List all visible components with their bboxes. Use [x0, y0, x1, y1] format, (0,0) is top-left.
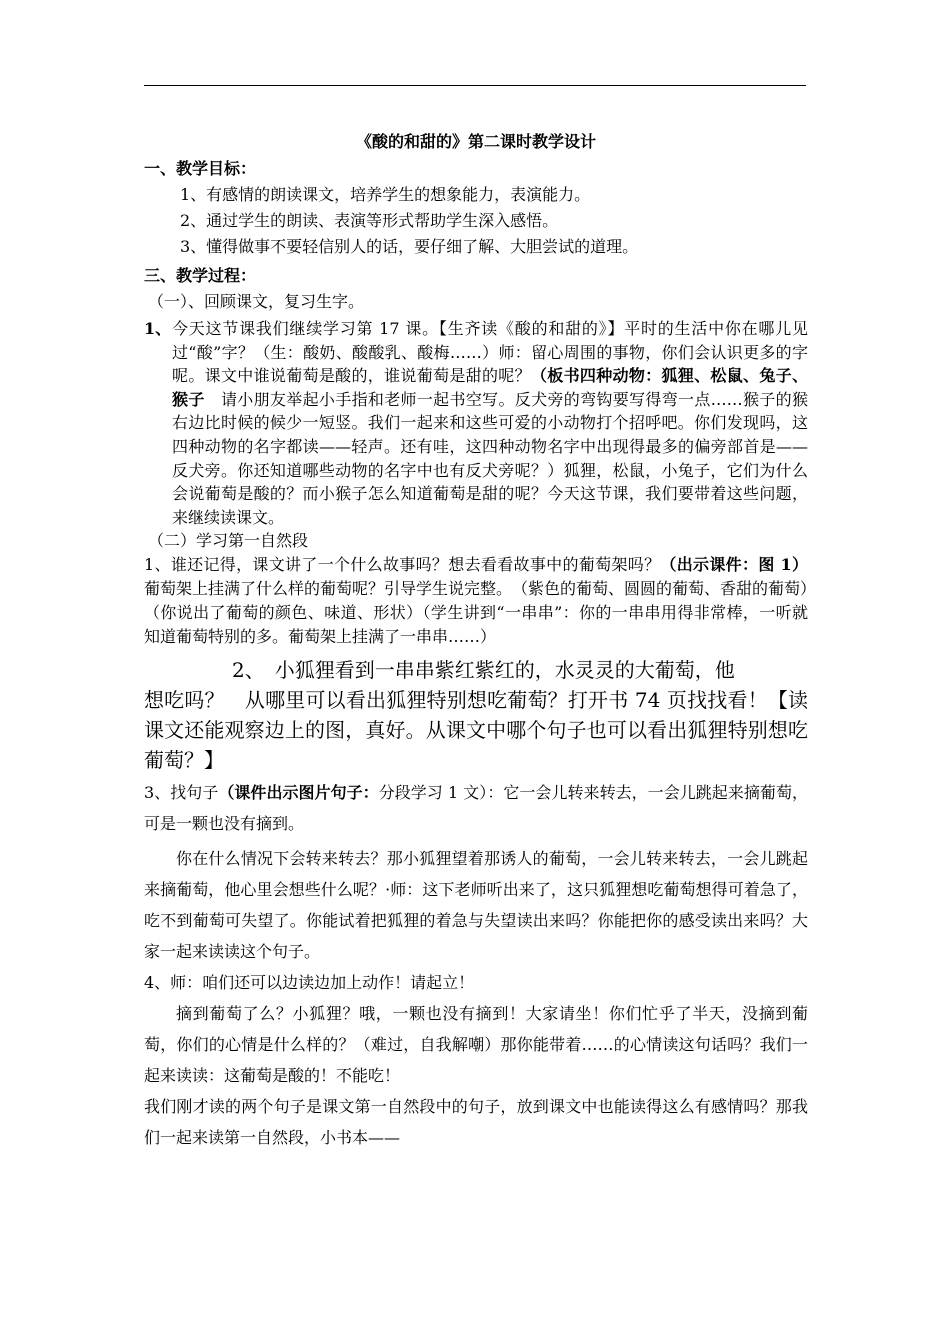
process-item-6: 4、师：咱们还可以边读边加上动作！请起立！	[144, 973, 475, 993]
part1-heading: （一）、回顾课文，复习生字。	[148, 292, 365, 311]
process-item-5: 你在什么情况下会转来转去？那小狐狸望着那诱人的葡萄，一会儿转来转去，一会儿跳起来摘葡萄，他心里会想些什么呢？·师：这下老师听出来了，这只狐狸想吃葡萄想得可着急了，吃不到葡萄可失望了。你能试着把狐狸的着急与失望读出来吗？你能把你的感受读出来吗？大家一起来读读这个句子。	[144, 849, 808, 962]
process-item-2-text-b: 葡萄架上挂满了什么样的葡萄呢？引导学生说完整。 （紫色的葡萄、圆圆的葡萄、香甜的葡萄）（你说出了葡萄的颜色、味道、形状）（学生讲到“一串串”：你的一串串用得非常棒，一听就知道葡萄特别的多。葡萄架上挂满了一串串……）	[144, 579, 809, 647]
process-item-4	[144, 777, 808, 839]
process-heading: 三、教学过程：	[144, 266, 257, 285]
process-item-3	[144, 655, 808, 775]
goals-heading: 一、教学目标：	[144, 159, 257, 178]
process-item-1-bold: （板书四种动物：狐狸、松鼠、兔子、猴子	[172, 366, 808, 409]
process-item-2	[144, 553, 808, 649]
process-item-1-text-b: 请小朋友举起小手指和老师一起书空写。反犬旁的弯钩要写得弯一点……猴子的猴右边比时候的候少一短竖。我们一起来和这些可爱的小动物打个招呼吧。你们发现吗，这四种动物的名字都读——轻声。还有哇，这四种动物名字中出现得最多的偏旁部首是——反犬旁。你还知道哪些动物的名字中也有反犬旁呢？）狐狸，松鼠，小兔子，它们为什么会说葡萄是酸的？而小猴子怎么知道葡萄是甜的呢？今天这节课，我们要带着这些问题，来继续读课文。	[172, 389, 808, 527]
process-item-4-text-a: 3、找句子	[144, 783, 219, 803]
goal-item-1: 1、有感情的朗读课文，培养学生的想象能力，表演能力。	[180, 185, 591, 204]
part2-heading: （二）学习第一自然段	[148, 531, 309, 551]
process-item-3-first-line: 2、 小狐狸看到一串串紫红紫红的，水灵灵的大葡萄，他	[232, 658, 735, 683]
process-item-8: 我们刚才读的两个句子是课文第一自然段中的句子，放到课文中也能读得这么有感情吗？那我们一起来读第一自然段，小书本——	[144, 1097, 808, 1148]
process-item-4-text-b: 分段学习 1 文）：它一会儿转来转去，一会儿跳起来摘葡萄，可是一颗也没有摘到。	[144, 783, 808, 834]
process-item-3-rest: 想吃吗？ 从哪里可以看出狐狸特别想吃葡萄？打开书 74 页找找看！【读课文还能观察边上的图，真好。从课文中哪个句子也可以看出狐狸特别想吃葡萄？】	[144, 688, 808, 773]
process-item-2-text-a: 1、谁还记得，课文讲了一个什么故事吗？想去看看故事中的葡萄架吗？	[144, 555, 661, 575]
document-body	[144, 128, 808, 1153]
header-rule	[144, 85, 806, 86]
process-item-2-bold: （出示课件：图 1）	[660, 555, 808, 575]
process-item-1	[144, 317, 808, 529]
process-item-7: 摘到葡萄了么？小狐狸？哦，一颗也没有摘到！大家请坐！你们忙乎了半天，没摘到葡萄，你们的心情是什么样的？（难过，自我解嘲）那你能带着……的心情读这句话吗？我们一起来读读：这葡萄是酸的！不能吃！	[144, 1004, 808, 1086]
process-item-4-bold: （课件出示图片句子：	[218, 783, 379, 803]
process-item-1-number: 1、	[144, 319, 172, 338]
document-title: 《酸的和甜的》第二课时教学设计	[355, 132, 596, 151]
process-item-1-text-a: 今天这节课我们继续学习第 17 课。【生齐读《酸的和甜的》】平时的生活中你在哪儿见过“酸”字？（生：酸奶、酸酸乳、酸梅……）师：留心周围的事物，你们会认识更多的字呢。课文中谁说葡萄是酸的，谁说葡萄是甜的呢？	[172, 319, 808, 386]
goal-item-2: 2、通过学生的朗读、表演等形式帮助学生深入感悟。	[180, 211, 559, 230]
goal-item-3: 3、懂得做事不要轻信别人的话，要仔细了解、大胆尝试的道理。	[180, 237, 639, 256]
